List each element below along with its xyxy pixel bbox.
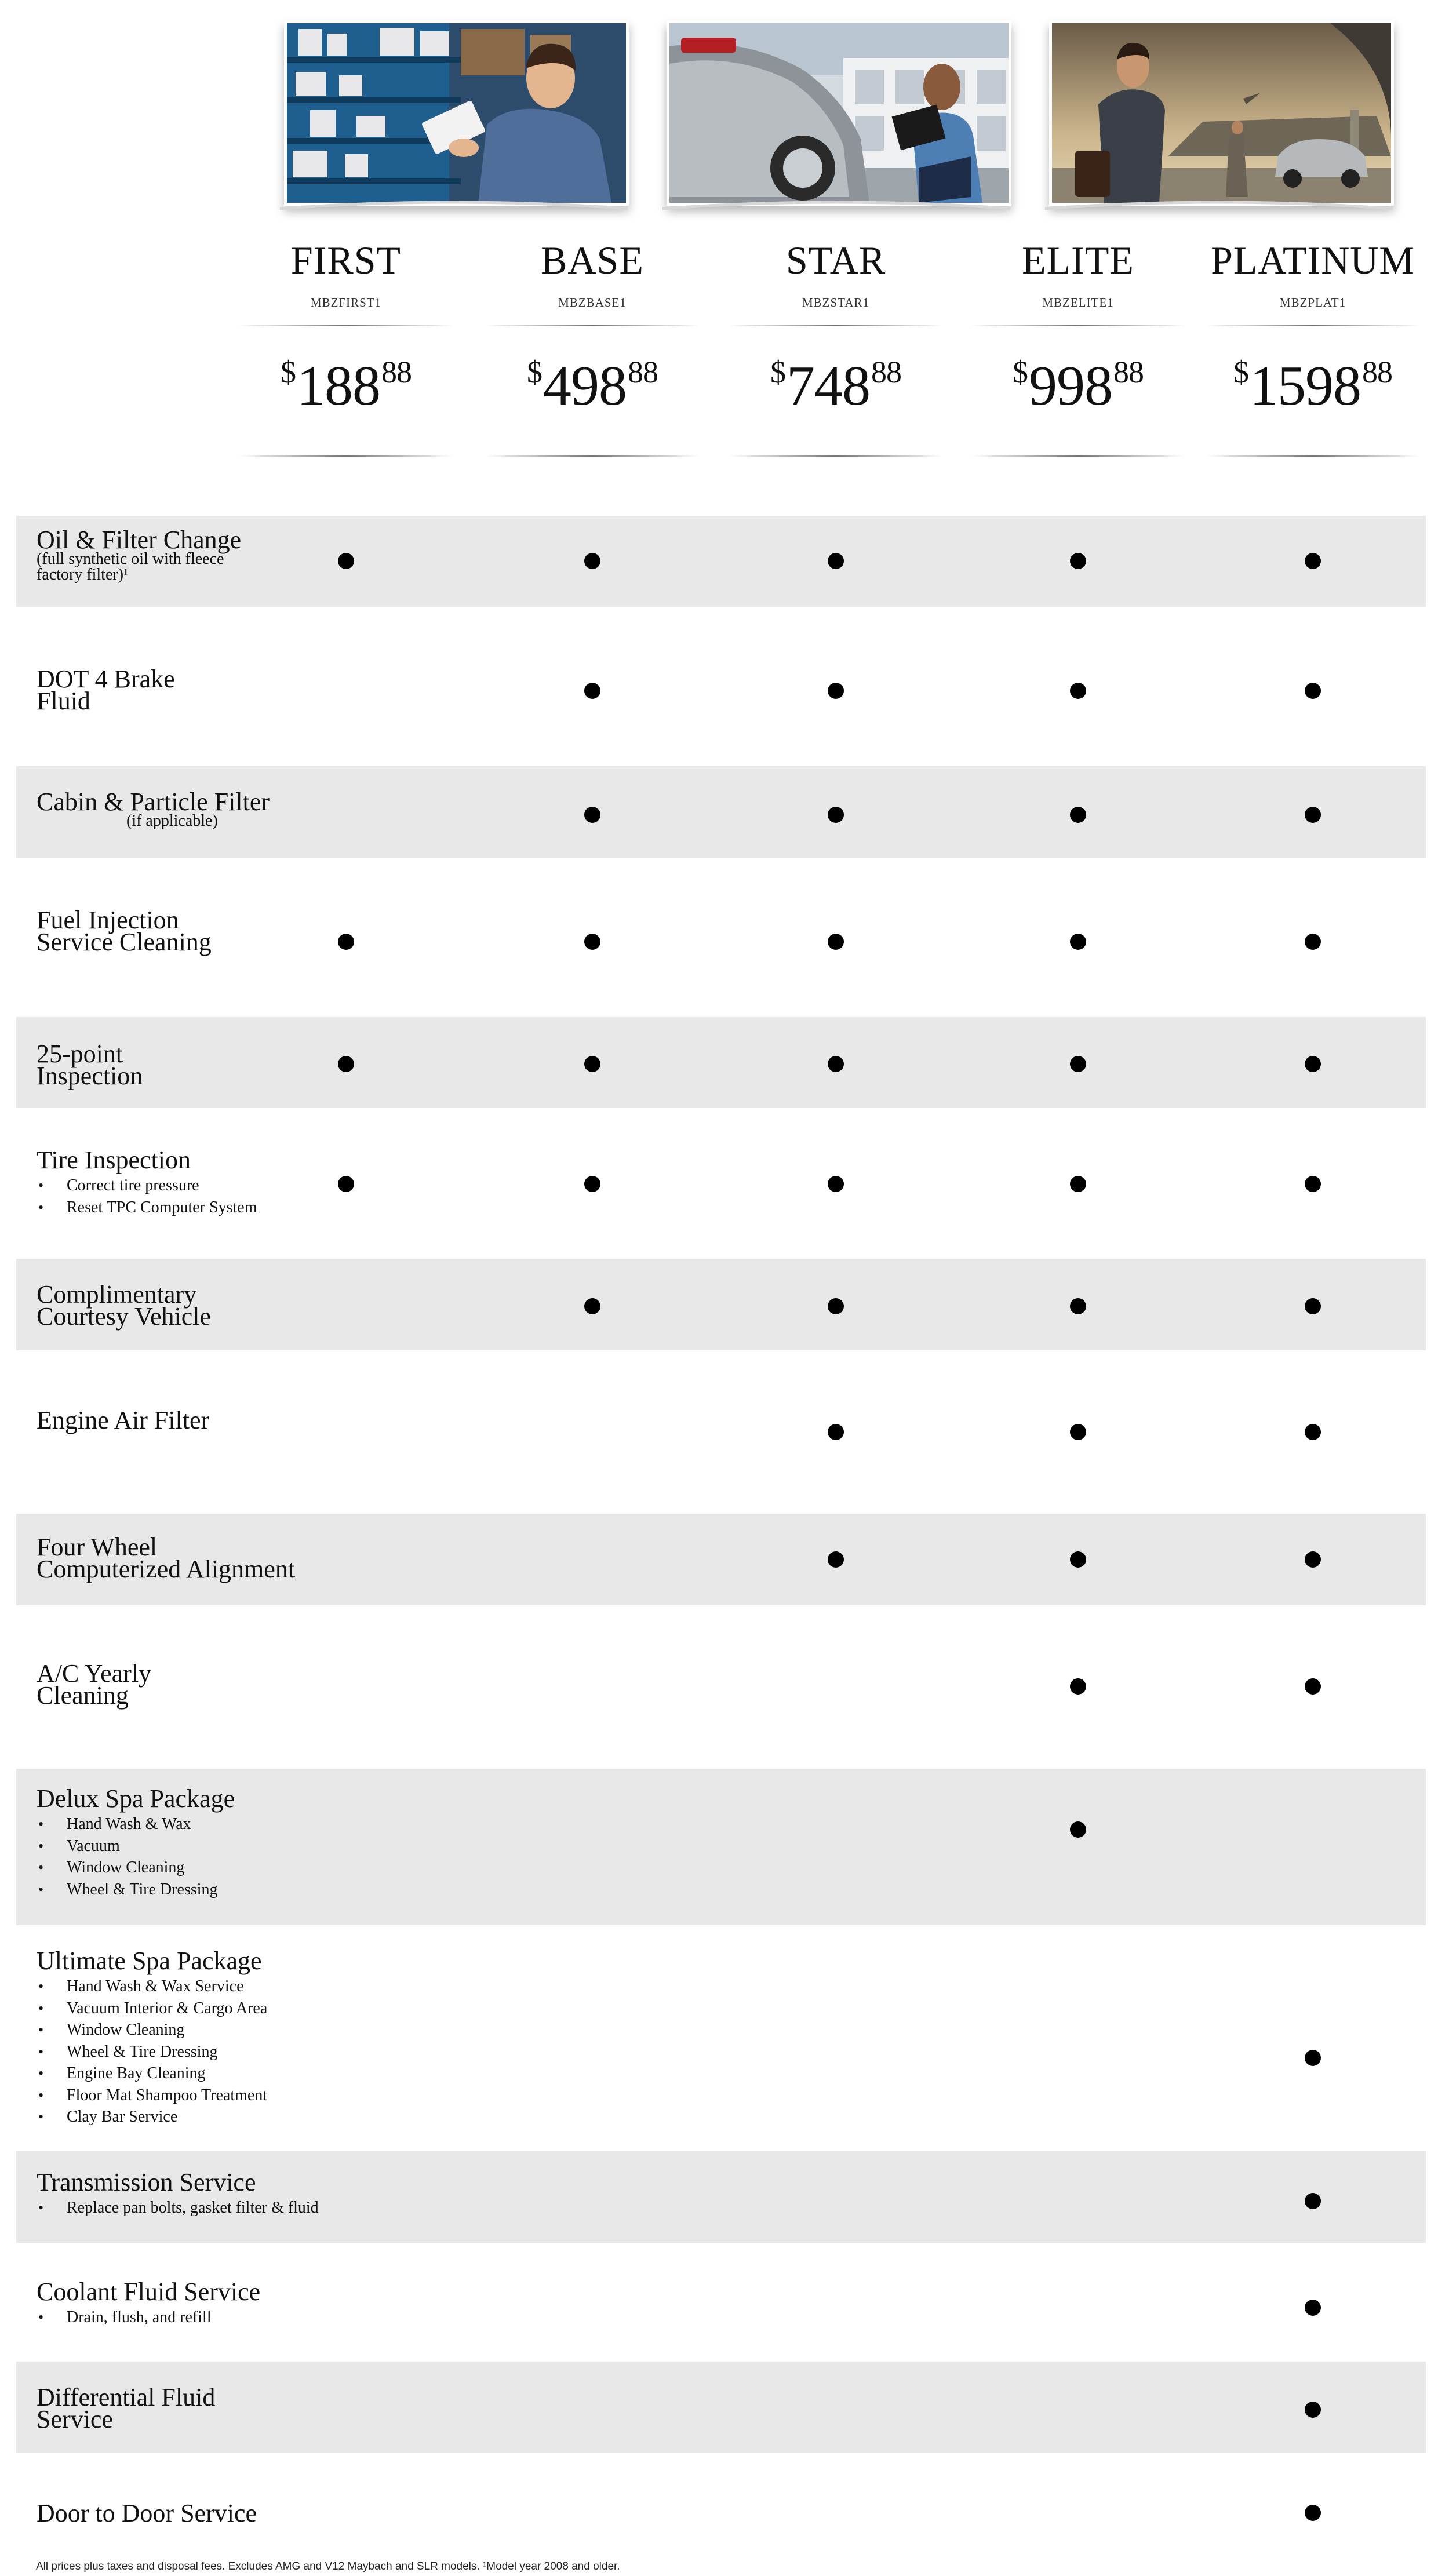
divider-line [485, 455, 700, 457]
feature-bullet: • Window Cleaning [37, 2019, 267, 2041]
feature-bullet: • Wheel & Tire Dressing [37, 2041, 267, 2063]
table-row [16, 2362, 1426, 2453]
table-row [16, 1605, 1426, 1769]
feature-bullet: • Reset TPC Computer System [37, 1197, 257, 1219]
divider-line [1206, 455, 1420, 457]
feature-bullet: • Engine Bay Cleaning [37, 2063, 267, 2085]
vehicle-inspection-photo [667, 20, 1011, 206]
divider-line [1206, 325, 1420, 326]
plan-code: MBZSTAR1 [802, 296, 869, 309]
photo-shadow-curve [662, 191, 1010, 212]
feature-bullet: • Vacuum [37, 1835, 235, 1857]
feature-title: DOT 4 Brake Fluid [37, 665, 175, 715]
feature-bullet-list [37, 2307, 260, 2329]
included-dot-icon [1305, 1056, 1321, 1072]
plan-price [485, 355, 700, 417]
plan-price [239, 355, 453, 417]
table-row [16, 1350, 1426, 1514]
price-cents: 88 [381, 355, 412, 389]
price-cents: 88 [1362, 355, 1392, 389]
included-dot-icon [828, 683, 844, 699]
included-dot-icon [828, 553, 844, 569]
parts-technician-photo [284, 20, 629, 206]
price-dollars: 188 [297, 355, 380, 417]
table-row [16, 766, 1426, 858]
plan-price [729, 355, 943, 417]
feature-title: Four Wheel Computerized Alignment [37, 1533, 296, 1583]
feature-label [37, 2499, 257, 2527]
included-dot-icon [1070, 1176, 1086, 1192]
plan-code: MBZBASE1 [558, 296, 627, 309]
divider-line [971, 325, 1185, 326]
feature-title: Fuel Injection Service Cleaning [37, 906, 212, 956]
plan-code: MBZPLAT1 [1279, 296, 1346, 309]
included-dot-icon [1070, 1298, 1086, 1314]
included-dot-icon [828, 1424, 844, 1440]
feature-bullet: • Clay Bar Service [37, 2106, 267, 2128]
included-dot-icon [828, 1176, 844, 1192]
table-row [16, 1017, 1426, 1108]
feature-bullet: • Replace pan bolts, gasket filter & fluid [37, 2197, 319, 2219]
included-dot-icon [1070, 1821, 1086, 1838]
feature-note: (if applicable) [126, 812, 218, 830]
feature-title: Door to Door Service [37, 2499, 257, 2527]
currency-symbol: $ [1013, 355, 1028, 389]
included-dot-icon [338, 1176, 354, 1192]
included-dot-icon [828, 1056, 844, 1072]
feature-label [37, 665, 175, 715]
included-dot-icon [1070, 553, 1086, 569]
included-dot-icon [1305, 2050, 1321, 2066]
included-dot-icon [584, 807, 600, 823]
feature-bullet: • Drain, flush, and refill [37, 2307, 260, 2329]
photo-shadow-curve [280, 191, 628, 212]
table-row [16, 1108, 1426, 1259]
table-row [16, 2151, 1426, 2243]
feature-title: Coolant Fluid Service [37, 2278, 261, 2306]
divider-line [485, 325, 700, 326]
feature-bullet: • Wheel & Tire Dressing [37, 1879, 235, 1901]
included-dot-icon [828, 807, 844, 823]
table-row [16, 1514, 1426, 1605]
plan-price [1206, 355, 1420, 417]
included-dot-icon [1305, 1424, 1321, 1440]
included-dot-icon [1305, 553, 1321, 569]
currency-symbol: $ [281, 355, 296, 389]
feature-label [37, 2168, 319, 2219]
feature-label [37, 2383, 216, 2433]
feature-bullet: • Floor Mat Shampoo Treatment [37, 2085, 267, 2107]
airport-traveler-photo [1049, 20, 1394, 206]
feature-bullet: • Window Cleaning [37, 1857, 235, 1879]
table-row [16, 1259, 1426, 1350]
footnote: All prices plus taxes and disposal fees. Excludes AMG and V12 Maybach and SLR models. ¹Model year 2008 and older. [36, 2560, 620, 2573]
table-row [16, 2453, 1426, 2563]
included-dot-icon [828, 934, 844, 950]
price-cents: 88 [1113, 355, 1144, 389]
included-dot-icon [584, 683, 600, 699]
included-dot-icon [1305, 2300, 1321, 2316]
divider-line [729, 455, 943, 457]
included-dot-icon [1305, 683, 1321, 699]
feature-label [37, 1406, 210, 1434]
photo-shadow-curve [1045, 191, 1393, 212]
included-dot-icon [1305, 1298, 1321, 1314]
divider-line [239, 325, 453, 326]
feature-title: Oil & Filter Change [37, 526, 242, 554]
included-dot-icon [828, 1298, 844, 1314]
divider-line [729, 325, 943, 326]
feature-label [37, 1659, 152, 1710]
plan-name-star: STAR [785, 238, 886, 282]
feature-bullet: • Hand Wash & Wax [37, 1813, 235, 1835]
currency-symbol: $ [770, 355, 785, 389]
feature-label [37, 526, 242, 584]
included-dot-icon [338, 553, 354, 569]
plan-code: MBZELITE1 [1042, 296, 1114, 309]
included-dot-icon [1070, 807, 1086, 823]
price-cents: 88 [628, 355, 658, 389]
feature-label [37, 788, 270, 830]
plan-name-base: BASE [541, 238, 644, 282]
feature-label [37, 1533, 296, 1583]
table-row [16, 2243, 1426, 2362]
feature-title: Cabin & Particle Filter [37, 788, 270, 816]
feature-label [37, 1040, 143, 1090]
included-dot-icon [1305, 2193, 1321, 2209]
price-dollars: 1598 [1250, 355, 1361, 417]
table-row [16, 516, 1426, 607]
included-dot-icon [584, 934, 600, 950]
feature-title: Differential Fluid Service [37, 2383, 216, 2433]
included-dot-icon [1305, 934, 1321, 950]
price-dollars: 748 [787, 355, 870, 417]
feature-bullet-list [37, 1175, 257, 1218]
table-row [16, 1925, 1426, 2151]
included-dot-icon [1305, 1176, 1321, 1192]
included-dot-icon [1070, 1678, 1086, 1695]
included-dot-icon [1305, 2402, 1321, 2418]
feature-bullet-list [37, 1976, 267, 2128]
feature-note: (full synthetic oil with fleece factory filter)¹ [37, 550, 224, 584]
included-dot-icon [828, 1551, 844, 1568]
included-dot-icon [1070, 1551, 1086, 1568]
price-dollars: 998 [1029, 355, 1112, 417]
included-dot-icon [1070, 1424, 1086, 1440]
feature-bullet: • Correct tire pressure [37, 1175, 257, 1197]
feature-title: Transmission Service [37, 2168, 256, 2196]
feature-label [37, 1947, 268, 2128]
table-row [16, 607, 1426, 766]
feature-bullet-list [37, 1813, 235, 1900]
included-dot-icon [1070, 934, 1086, 950]
feature-title: Tire Inspection [37, 1146, 191, 1174]
feature-label [37, 1280, 212, 1331]
included-dot-icon [1305, 807, 1321, 823]
plan-name-elite: ELITE [1022, 238, 1134, 282]
included-dot-icon [1070, 683, 1086, 699]
feature-title: 25-point Inspection [37, 1040, 143, 1090]
feature-bullet-list [37, 2197, 319, 2219]
divider-line [971, 455, 1185, 457]
feature-label [37, 1146, 257, 1218]
feature-label [37, 906, 212, 956]
included-dot-icon [584, 1298, 600, 1314]
plan-price [971, 355, 1185, 417]
plan-name-first: FIRST [290, 238, 402, 282]
feature-title: Ultimate Spa Package [37, 1947, 262, 1975]
included-dot-icon [584, 1176, 600, 1192]
price-cents: 88 [871, 355, 901, 389]
included-dot-icon [1305, 1551, 1321, 1568]
feature-title: A/C Yearly Cleaning [37, 1659, 152, 1710]
included-dot-icon [1305, 1678, 1321, 1695]
included-dot-icon [584, 553, 600, 569]
included-dot-icon [1305, 2505, 1321, 2521]
table-row [16, 1769, 1426, 1925]
included-dot-icon [584, 1056, 600, 1072]
included-dot-icon [1070, 1056, 1086, 1072]
feature-label [37, 1784, 235, 1900]
feature-title: Complimentary Courtesy Vehicle [37, 1280, 212, 1331]
currency-symbol: $ [527, 355, 542, 389]
plan-name-platinum: PLATINUM [1211, 238, 1415, 282]
plan-code: MBZFIRST1 [310, 296, 382, 309]
price-dollars: 498 [543, 355, 627, 417]
feature-title: Engine Air Filter [37, 1406, 210, 1434]
feature-label [37, 2278, 261, 2329]
table-row [16, 858, 1426, 1017]
feature-bullet: • Hand Wash & Wax Service [37, 1976, 267, 1998]
feature-bullet: • Vacuum Interior & Cargo Area [37, 1998, 267, 2020]
included-dot-icon [338, 1056, 354, 1072]
currency-symbol: $ [1233, 355, 1248, 389]
included-dot-icon [338, 934, 354, 950]
divider-line [239, 455, 453, 457]
feature-title: Delux Spa Package [37, 1784, 235, 1813]
